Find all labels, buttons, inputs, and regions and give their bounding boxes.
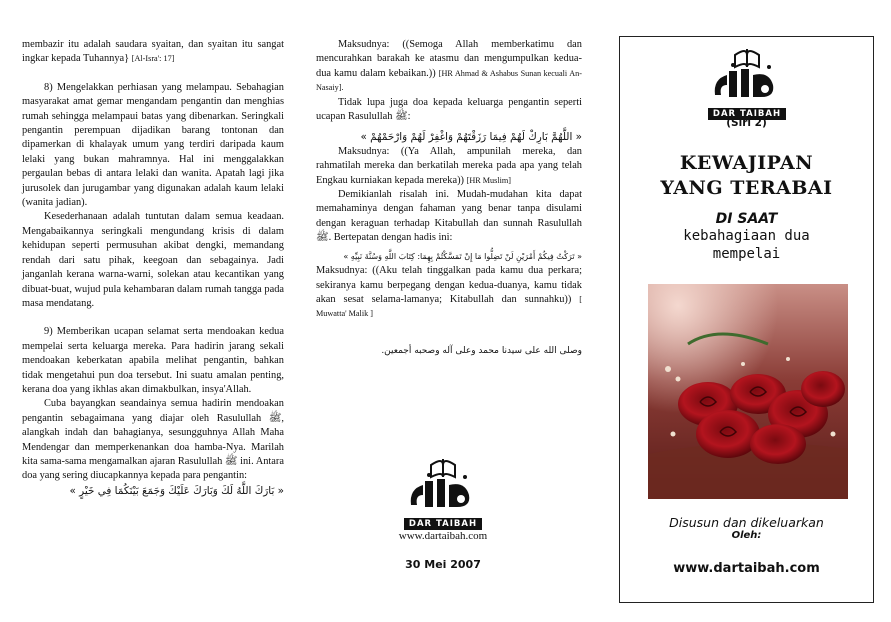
series-label: (Siri 2) <box>726 117 767 129</box>
subtitle-line-1: kebahagiaan dua <box>683 228 810 244</box>
book-logo-icon <box>692 45 802 103</box>
paragraph-intro <box>22 38 284 67</box>
paragraph-family-dua: Tidak lupa juga doa kepada keluarga pengantin seperti ucapan Rasulullah ﷺ: <box>316 96 582 123</box>
prepared-by-label: Disusun dan dikeluarkan <box>669 515 824 530</box>
publisher-logo-cover <box>692 45 802 121</box>
publisher-logo-middle <box>388 455 498 531</box>
website-middle: www.dartaibah.com <box>398 530 488 542</box>
title-line-1: KEWAJIPAN <box>679 152 814 174</box>
by-label: Oleh: <box>731 530 762 541</box>
paragraph-meaning-2 <box>316 145 582 188</box>
logo-label: DAR TAIBAH <box>708 108 786 120</box>
column-left <box>22 38 284 498</box>
hadith-reference: [HR Ahmad & Ashabus Sunan kecuali An-Nasaiy]. <box>316 68 582 93</box>
paragraph-point-8: 8) Mengelakkan perhiasan yang melampau. Sebahagian masyarakat amat gemar mengandam pengantin dan menghias rumah sehingga melampaui batas yang dibenarkan. Seringkali pengantin perempuan dijadikan barang tontonan dan dipamerkan di khalayak umum yang terdiri daripada kaum lelaki yang bukan mahramnya. Hal ini menggalakkan pergaulan bebas di antara lelaki dan wanita. Apatah lagi jika jurusolek dan jurugambar yang digunakan adalah kaum lelaki (wanita jadian). <box>22 81 284 209</box>
paragraph-imagine: Cuba bayangkan seandainya semua hadirin mendoakan pengantin sebagaimana yang diajar oleh Rasulullah ﷺ, alangkah indah dan bahagianya, sesungguhnya Allah Maha Mendengar dan memperkenankan doa hamba-Nya. Marilah kita sama-sama mengamalkan ajaran Rasulullah ﷺ ini. Antara doa yang sering diucapkannya kepada para pengantin: <box>22 398 284 482</box>
arabic-dua-family: « اللَّهُمَّ بَارِكْ لَهُمْ فِيمَا رَزَقْتَهُمْ وَاغْفِرْ لَهُمْ وَارْحَمْهُمْ » <box>360 131 582 144</box>
paragraph-text: Maksudnya: ((Aku telah tinggalkan pada kamu dua perkara; sekiranya kamu berpegang dengan kedua-duanya, kamu tidak akan sesat selama-lamanya; Kitabullah dan sunnahku)) <box>316 265 582 305</box>
publish-date: 30 Mei 2007 <box>405 558 481 571</box>
subtitle-line-2: mempelai <box>712 246 781 262</box>
paragraph-point-9: 9) Memberikan ucapan selamat serta mendoakan kedua mempelai serta keluarga mereka. Para hadirin jarang sekali mendoakan keberkatan apabila melihat pengantin, bahkan tidak mengetahui pun doa tersebut. Ini suatu amalan penting, kerana doa yang ikhlas akan dimakbulkan, insya'Allah. <box>22 326 284 395</box>
cover-subtitle <box>620 211 873 263</box>
hadith-reference: [HR Muslim] <box>466 175 511 185</box>
title-line-2: YANG TERABAI <box>660 177 833 199</box>
column-middle <box>316 38 582 358</box>
hadith-reference: [ Muwatta' Malik ] <box>316 294 582 319</box>
paragraph-meaning-1 <box>316 38 582 96</box>
website-cover: www.dartaibah.com <box>673 561 820 576</box>
roses-photo <box>648 284 848 499</box>
book-logo-icon <box>388 455 498 513</box>
arabic-dua-wedding: « بَارَكَ اللَّهُ لَكَ وَبَارَكَ عَلَيْكَ وَجَمَعَ بَيْنَكُمَا فِي خَيْرٍ » <box>69 484 284 497</box>
subtitle-di-saat: DI SAAT <box>715 211 778 227</box>
paragraph-meaning-3 <box>316 264 582 322</box>
paragraph-moderation: Kesederhanaan adalah tuntutan dalam semua keadaan. Mengabaikannya seringkali mengundang krisis di dalam kehidupan seperti permusuhan akibat dengki, memandang rendah dari satu pihak, keegoan dan sebagainya. Jadi janganlah kerana warna-warni, solekan atau kecantikan yang dibuat-buat, wujud pula kehambaran dalam rumah tangga pada masa mendatang. <box>22 211 284 309</box>
cover-panel <box>619 36 874 603</box>
arabic-closing-salawat: وصلى الله على سيدنا محمد وعلى آله وصحبه أجمعين. <box>381 345 582 356</box>
paragraph-text: membazir itu adalah saudara syaitan, dan syaitan itu sangat ingkar kepada Tuhannya} <box>22 39 284 65</box>
paragraph-text: Maksudnya: ((Ya Allah, ampunilah mereka, dan rahmatilah mereka dan berkatilah mereka pada apa yang telah Engkau kurniakan kepada mereka)) <box>316 145 582 186</box>
logo-label: DAR TAIBAH <box>404 518 482 530</box>
verse-reference: [Al-Isra': 17] <box>131 54 175 64</box>
paragraph-text: Maksudnya: ((Semoga Allah memberkatimu dan mencurahkan barakah ke atasmu dan mengumpulkan kedua-dua kamu dalam kebaikan.)) <box>316 39 582 79</box>
arabic-hadith-two-things: « تَرَكْتُ فِيكُمْ أَمْرَيْنِ لَنْ تَضِلُّوا مَا إِنْ تَمَسَّكْتُمْ بِهِمَا: كِتَابَ اللَّهِ وَسُنَّةَ نَبِيِّهِ » <box>343 251 582 261</box>
credits <box>620 515 873 541</box>
cover-title <box>620 151 873 201</box>
paragraph-conclusion: Demikianlah risalah ini. Mudah-mudahan kita dapat memahaminya dengan fahaman yang benar tanpa disulami dengan keraguan terhadap Kitabullah dan sunnah Rasulullah ﷺ. Bertepatan dengan hadis ini: <box>316 189 582 244</box>
